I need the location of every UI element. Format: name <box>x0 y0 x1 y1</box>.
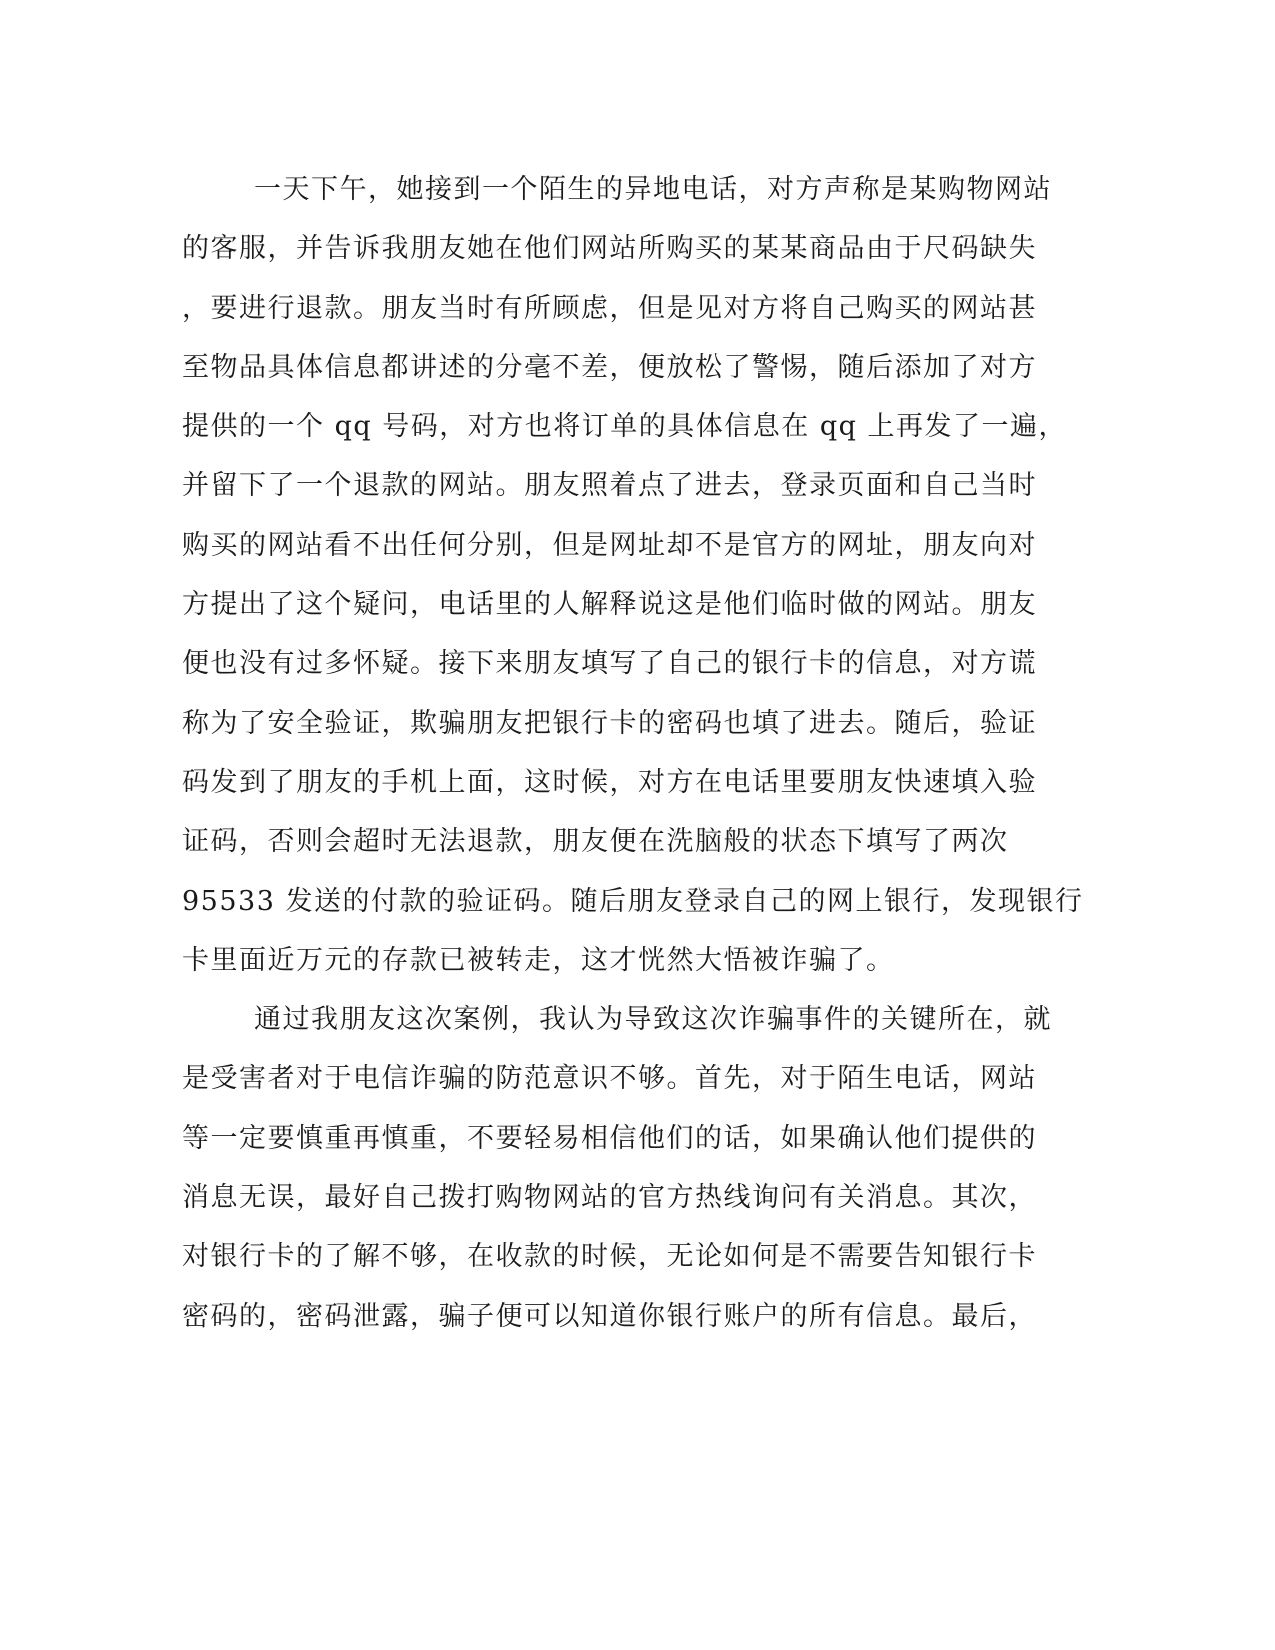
paragraph-1-line: 一天下午，她接到一个陌生的异地电话，对方声称是某购物网站 <box>254 174 1052 205</box>
paragraph-2-line: 等一定要慎重再慎重，不要轻易相信他们的话，如果确认他们提供的 <box>182 1122 1037 1154</box>
paragraph-2-line: 通过我朋友这次案例，我认为导致这次诈骗事件的关键所在，就 <box>254 1004 1052 1036</box>
document-body <box>182 160 1084 1346</box>
paragraph-1-line: 方提出了这个疑问，电话里的人解释说这是他们临时做的网站。朋友 <box>182 589 1037 621</box>
paragraph-1-line: 卡里面近万元的存款已被转走，这才恍然大悟被诈骗了。 <box>182 944 895 976</box>
paragraph-1-line: 称为了安全验证，欺骗朋友把银行卡的密码也填了进去。随后，验证 <box>182 707 1037 739</box>
paragraph-1-line: 95533 发送的付款的验证码。随后朋友登录自己的网上银行，发现银行 <box>182 885 1084 917</box>
paragraph-2-line: 是受害者对于电信诈骗的防范意识不够。首先，对于陌生电话，网站 <box>182 1063 1037 1095</box>
paragraph-1-line: 码发到了朋友的手机上面，这时候，对方在电话里要朋友快速填入验 <box>182 766 1037 798</box>
paragraph-1-line: 便也没有过多怀疑。接下来朋友填写了自己的银行卡的信息，对方谎 <box>182 648 1037 680</box>
paragraph-1-line: 提供的一个 qq 号码，对方也将订单的具体信息在 qq 上再发了一遍， <box>182 411 1067 443</box>
paragraph-1-line: 并留下了一个退款的网站。朋友照着点了进去，登录页面和自己当时 <box>182 470 1037 502</box>
paragraph-1-line: 至物品具体信息都讲述的分毫不差，便放松了警惕，随后添加了对方 <box>182 351 1037 383</box>
paragraph-1-line: 购买的网站看不出任何分别，但是网址却不是官方的网址，朋友向对 <box>182 529 1037 561</box>
paragraph-1-line: ，要进行退款。朋友当时有所顾虑，但是见对方将自己购买的网站甚 <box>182 292 1037 324</box>
paragraph-2 <box>182 990 1052 1346</box>
paragraph-2-line: 对银行卡的了解不够，在收款的时候，无论如何是不需要告知银行卡 <box>182 1241 1037 1273</box>
paragraph-1-line: 证码，否则会超时无法退款，朋友便在洗脑般的状态下填写了两次 <box>182 826 1009 858</box>
paragraph-2-line: 密码的，密码泄露，骗子便可以知道你银行账户的所有信息。最后， <box>182 1300 1037 1332</box>
paragraph-1 <box>182 160 1084 990</box>
paragraph-1-line: 的客服，并告诉我朋友她在他们网站所购买的某某商品由于尺码缺失 <box>182 233 1037 265</box>
paragraph-2-line: 消息无误，最好自己拨打购物网站的官方热线询问有关消息。其次， <box>182 1182 1037 1214</box>
